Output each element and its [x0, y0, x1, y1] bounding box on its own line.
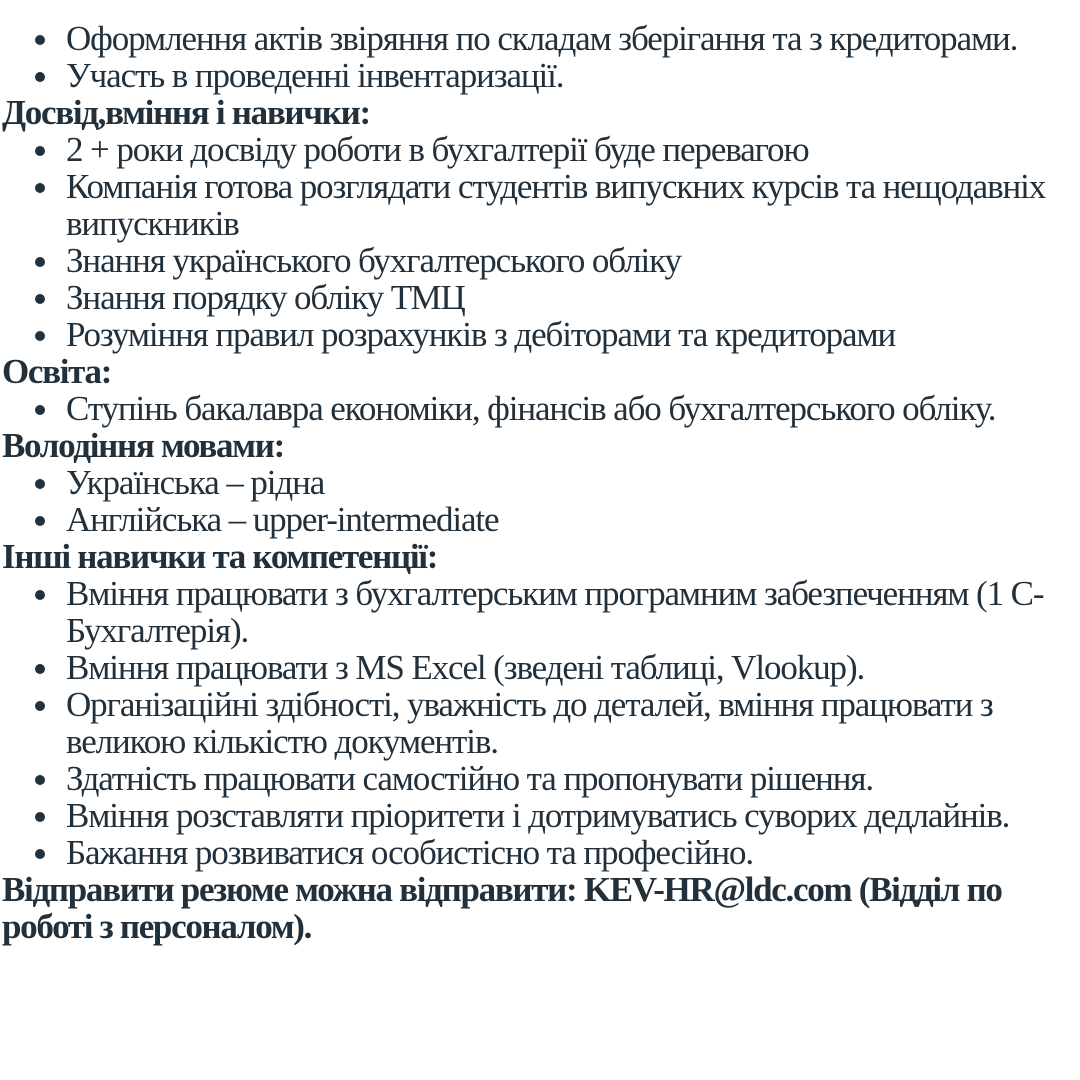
list-item: Компанія готова розглядати студентів випускних курсів та нещодавніх випускників [66, 168, 1080, 242]
other-skills-list [0, 575, 1080, 871]
list-item: Організаційні здібності, уважність до деталей, вміння працювати з великою кількістю документів. [66, 686, 1080, 760]
list-item: Вміння розставляти пріоритети і дотримуватись суворих дедлайнів. [66, 797, 1080, 834]
experience-list [0, 131, 1080, 353]
education-heading: Освіта: [2, 352, 112, 391]
experience-heading: Досвід,вміння і навички: [2, 93, 370, 132]
list-item: 2 + роки досвіду роботи в бухгалтерії буде перевагою [66, 131, 1080, 168]
other-skills-heading: Інші навички та компетенції: [2, 537, 438, 576]
list-item: Участь в проведенні інвентаризації. [66, 57, 1080, 94]
list-item: Розуміння правил розрахунків з дебіторами та кредиторами [66, 316, 1080, 353]
list-item: Знання українського бухгалтерського обліку [66, 242, 1080, 279]
list-item: Ступінь бакалавра економіки, фінансів або бухгалтерського обліку. [66, 390, 1080, 427]
list-item: Вміння працювати з бухгалтерським програмним забезпеченням (1 С- Бухгалтерія). [66, 575, 1080, 649]
resume-contact-note: Відправити резюме можна відправити: KEV-HR@ldc.com (Відділ по роботі з персоналом). [2, 870, 1002, 946]
list-item: Здатність працювати самостійно та пропонувати рішення. [66, 760, 1080, 797]
languages-list [0, 464, 1080, 538]
list-item: Знання порядку обліку ТМЦ [66, 279, 1080, 316]
list-item: Українська – рідна [66, 464, 1080, 501]
list-item: Оформлення актів звіряння по складам зберігання та з кредиторами. [66, 20, 1080, 57]
list-item: Бажання розвиватися особистісно та професійно. [66, 834, 1080, 871]
list-item: Вміння працювати з MS Excel (зведені таблиці, Vlookup). [66, 649, 1080, 686]
responsibilities-list [0, 20, 1080, 94]
education-list [0, 390, 1080, 427]
languages-heading: Володіння мовами: [2, 426, 284, 465]
list-item: Англійська – upper-intermediate [66, 501, 1080, 538]
